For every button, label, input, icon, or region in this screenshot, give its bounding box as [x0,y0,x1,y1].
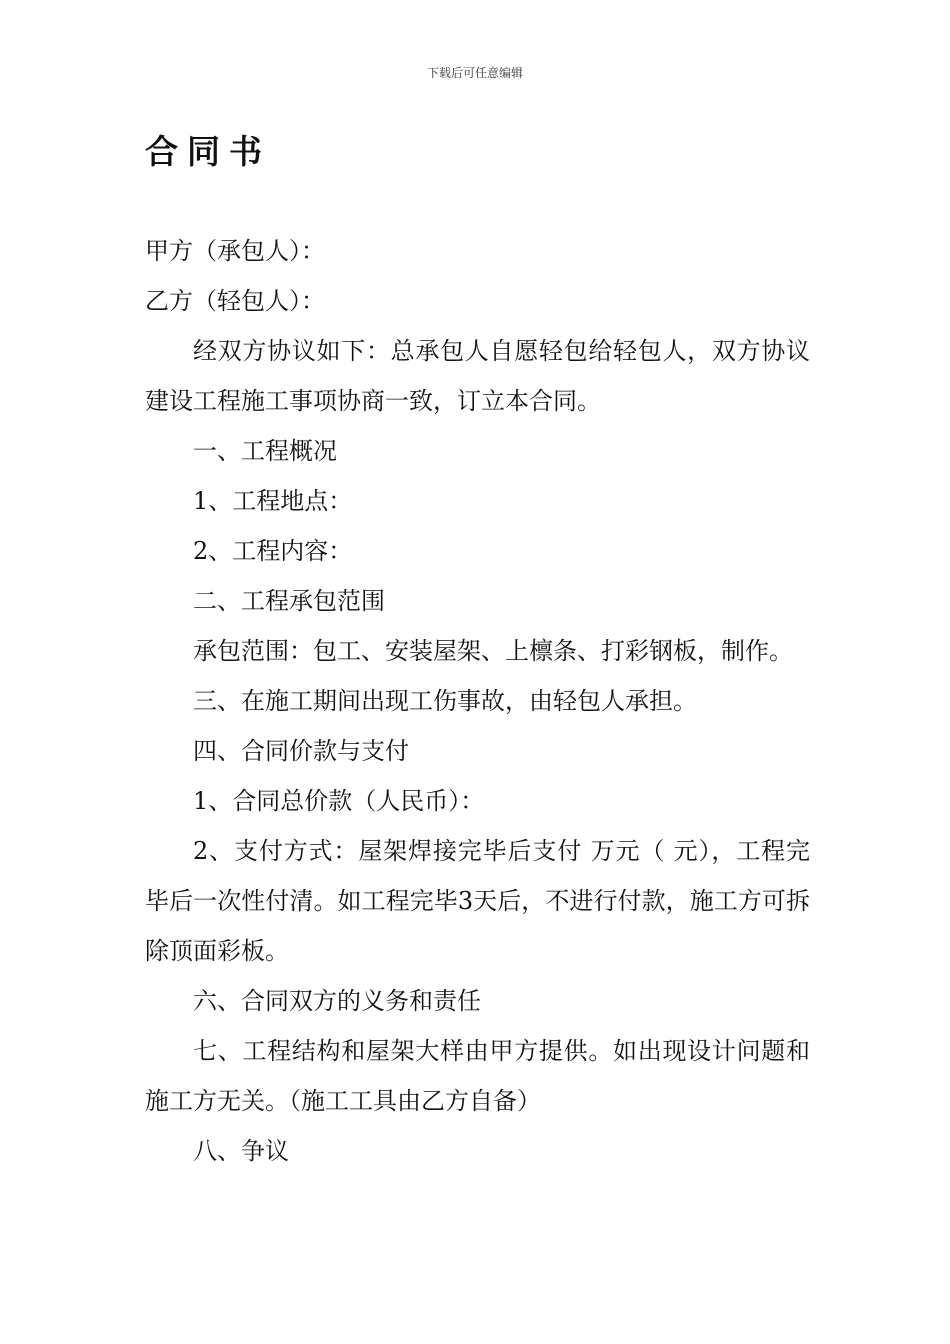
document-body [145,226,810,1176]
section-heading-disputes: 八、争议 [193,1137,289,1165]
section-heading-price-payment: 四、合同价款与支付 [193,737,409,765]
agreement-intro-paragraph: 经双方协议如下：总承包人自愿轻包给轻包人，双方协议建设工程施工事项协商一致，订立本合同。 [145,337,810,415]
project-content-line: 2、工程内容： [193,537,353,565]
party-b-line: 乙方（轻包人）： [145,287,325,315]
document-title: 合同书 [145,132,271,171]
project-location-line: 1、工程地点： [193,487,353,515]
page-header-note: 下载后可任意编辑 [426,66,523,80]
contract-scope-paragraph: 承包范围：包工、安装屋架、上檩条、打彩钢板，制作。 [193,637,793,665]
section-heading-obligations: 六、合同双方的义务和责任 [193,987,481,1015]
section-heading-work-injury: 三、在施工期间出现工伤事故，由轻包人承担。 [193,687,697,715]
party-a-line: 甲方（承包人）： [145,237,325,265]
section-heading-project-overview: 一、工程概况 [193,437,337,465]
payment-method-paragraph: 2、支付方式：屋架焊接完毕后支付 万元（ 元），工程完毕后一次性付清。如工程完毕3天后，不进行付款，施工方可拆除顶面彩板。 [145,837,810,965]
total-price-line: 1、合同总价款（人民币）： [193,787,485,815]
section-heading-contract-scope: 二、工程承包范围 [193,587,385,615]
design-responsibility-paragraph: 七、工程结构和屋架大样由甲方提供。如出现设计问题和施工方无关。（施工工具由乙方自备） [145,1037,810,1115]
